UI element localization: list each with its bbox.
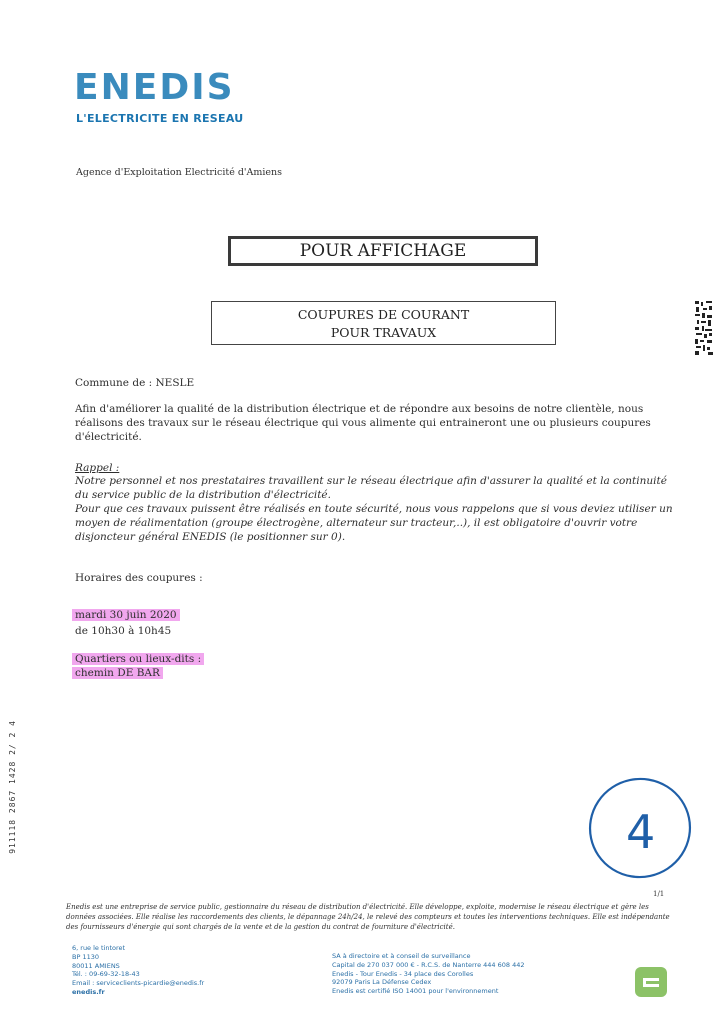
title-text: POUR AFFICHAGE [299,241,467,261]
agency-name: Agence d'Exploitation Electricité d'Amiens [76,167,283,178]
legal-line: Enedis est certifié ISO 14001 pour l'environnement [332,987,499,996]
rappel-line-2: Pour que ces travaux puissent être réalisés en toute sécurité, nous vous rappelons que si vous deviez utiliser un moyen de réalimentation (groupe électrogène, alternateur sur tracteur,..), il est obligatoire d'ouvrir votre disjoncteur général ENEDIS (le positionner sur 0). [75,503,673,543]
place-name-text: chemin DE BAR [72,667,163,679]
subtitle-line-2: POUR TRAVAUX [330,325,437,340]
intro-paragraph: Afin d'améliorer la qualité de la distribution électrique et de répondre aux besoins de notre clientèle, nous réalisons des travaux sur le réseau électrique qui vous alimente qui entraineront une ou plusieurs coupures d'électricité. [75,403,651,443]
legal-line: Enedis - Tour Enedis - 34 place des Corolles [332,969,474,978]
rappel-paragraph [75,474,675,544]
address-line: 80011 AMIENS [72,961,120,970]
address-line: Tél. : 09-69-32-18-43 [72,970,140,979]
legal-line: 92079 Paris La Défense Cedex [332,978,432,987]
enedis-mark-icon [634,966,668,998]
address-line: 6, rue le tintoret [72,944,126,952]
legal-line: SA à directoire et à conseil de surveillance [332,952,471,960]
side-stamp: 911118 2867 1428 2/ 2 4 [8,720,17,854]
places-label [75,652,204,666]
address-line: Email : serviceclients-picardie@enedis.fr [72,979,205,988]
title-box [228,236,538,266]
address-line: BP 1130 [72,952,99,961]
schedule-heading: Horaires des coupures : [75,572,203,584]
place-name [75,666,163,680]
outage-date-text: mardi 30 juin 2020 [72,609,180,621]
qr-code-icon [694,300,714,356]
address-line: enedis.fr [72,987,105,996]
footer-legal [332,952,525,996]
footer-description: Enedis est une entreprise de service public, gestionnaire du réseau de distribution d'électricité. Elle développe, exploite, modernise le réseau électrique et gère les données associées. Elle réalise les raccordements des clients, le dépannage 24h/24, le relevé des compteurs et toutes les interventions techniques. Elle est indépendante des fournisseurs d'énergie qui sont chargés de la vente et de la gestion du contrat de fourniture d'électricité. [66,903,670,931]
legal-line: Capital de 270 037 000 € - R.C.S. de Nanterre 444 608 442 [332,960,525,969]
logo-tagline: L'ELECTRICITE EN RESEAU [76,112,244,125]
subtitle-box [211,301,556,345]
subtitle-line-1: COUPURES DE COURANT [297,307,470,322]
handwritten-number: 4 [626,805,656,859]
footer-address [72,944,204,997]
enedis-logo: ENEDIS [74,67,235,108]
page-number: 1/1 [653,890,665,898]
commune-label: Commune de : NESLE [75,377,195,389]
rappel-line-1: Notre personnel et nos prestataires travaillent sur le réseau électrique afin d'assurer la qualité et la continuité du service public de la distribution d'électricité. [75,475,667,501]
rappel-heading: Rappel : [75,462,120,474]
places-label-text: Quartiers ou lieux-dits : [72,653,204,665]
handwritten-circle-icon [586,772,698,884]
outage-date [75,608,180,622]
outage-time: de 10h30 à 10h45 [75,625,172,637]
